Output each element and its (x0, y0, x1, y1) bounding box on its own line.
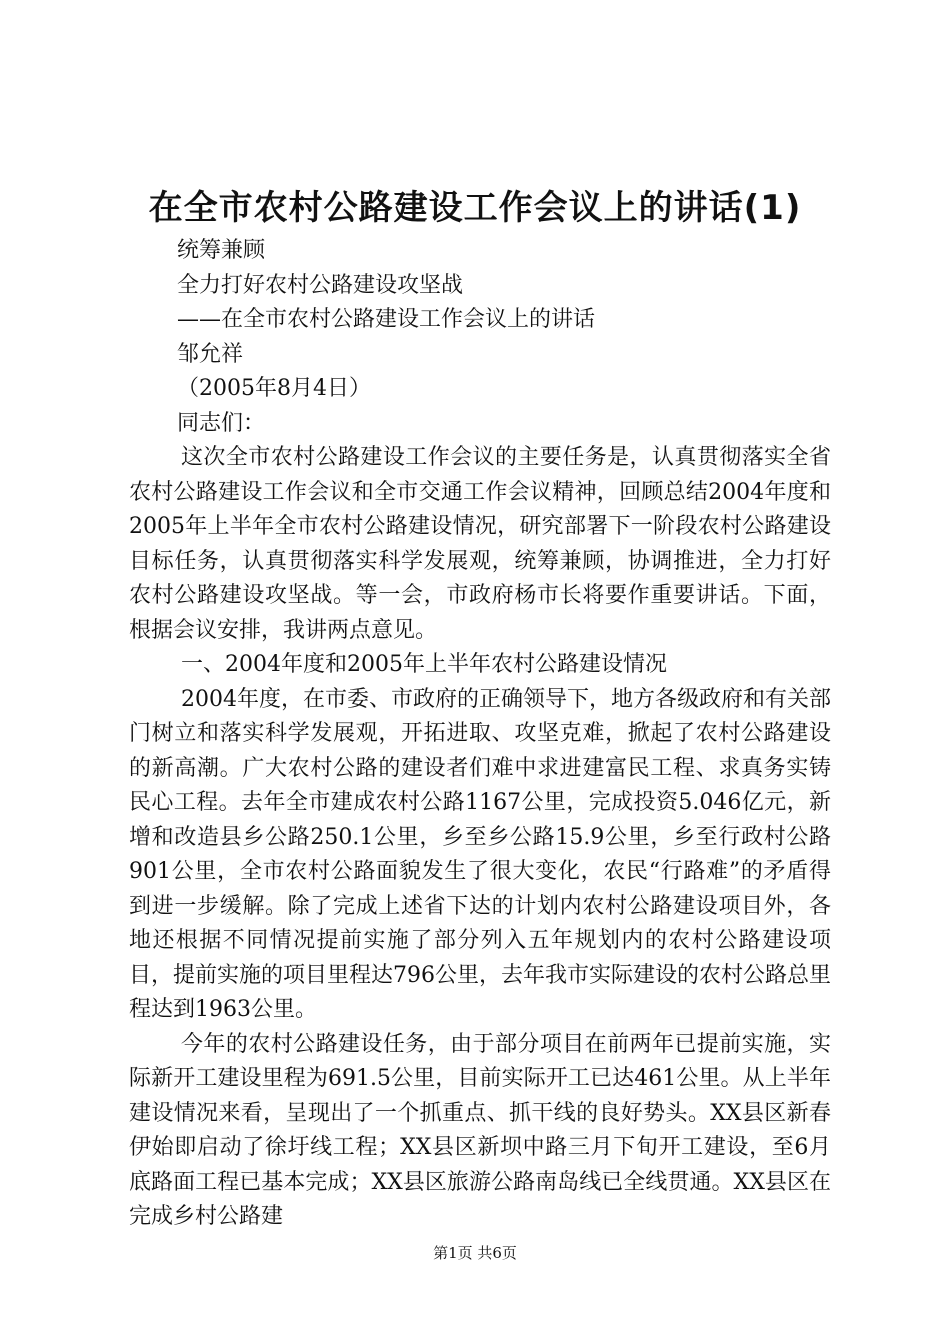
document-body (129, 234, 831, 1235)
date-line: （2005年8月4日） (177, 376, 371, 401)
document-title: 在全市农村公路建设工作会议上的讲话(1) (148, 188, 802, 228)
section-heading: 一、2004年度和2005年上半年农村公路建设情况 (181, 652, 667, 677)
body-paragraph: 这次全市农村公路建设工作会议的主要任务是，认真贯彻落实全省农村公路建设工作会议和全市交通工作会议精神，回顾总结2004年度和2005年上半年全市农村公路建设情况，研究部署下一阶段农村公路建设目标任务，认真贯彻落实科学发展观，统筹兼顾，协调推进，全力打好农村公路建设攻坚战。等一会，市政府杨市长将要作重要讲话。下面，根据会议安排，我讲两点意见。 (129, 445, 831, 643)
subtitle-line: 统筹兼顾 (177, 238, 266, 263)
page-footer: 第1页 共6页 (433, 1244, 517, 1262)
subtitle-line: 全力打好农村公路建设攻坚战 (177, 272, 464, 298)
body-paragraph: 今年的农村公路建设任务，由于部分项目在前两年已提前实施，实际新开工建设里程为691.5公里，目前实际开工已达461公里。从上半年建设情况来看，呈现出了一个抓重点、抓干线的良好势头。XX县区新春伊始即启动了徐圩线工程；XX县区新坝中路三月下旬开工建设，至6月底路面工程已基本完成；XX县区旅游公路南岛线已全线贯通。XX县区在完成乡村公路建 (129, 1031, 831, 1229)
salutation-line: 同志们： (177, 410, 266, 436)
author-line: 邹允祥 (177, 341, 244, 367)
subtitle-line: ——在全市农村公路建设工作会议上的讲话 (177, 307, 596, 332)
body-paragraph: 2004年度，在市委、市政府的正确领导下，地方各级政府和有关部门树立和落实科学发展观，开拓进取、攻坚克难，掀起了农村公路建设的新高潮。广大农村公路的建设者们难中求进建富民工程、求真务实铸民心工程。去年全市建成农村公路1167公里，完成投资5.046亿元，新增和改造县乡公路250.1公里，乡至乡公路15.9公里，乡至行政村公路901公里，全市农村公路面貌发生了很大变化，农民“行路难”的矛盾得到进一步缓解。除了完成上述省下达的计划内农村公路建设项目外，各地还根据不同情况提前实施了部分列入五年规划内的农村公路建设项目，提前实施的项目里程达796公里，去年我市实际建设的农村公路总里程达到1963公里。 (129, 686, 831, 1022)
